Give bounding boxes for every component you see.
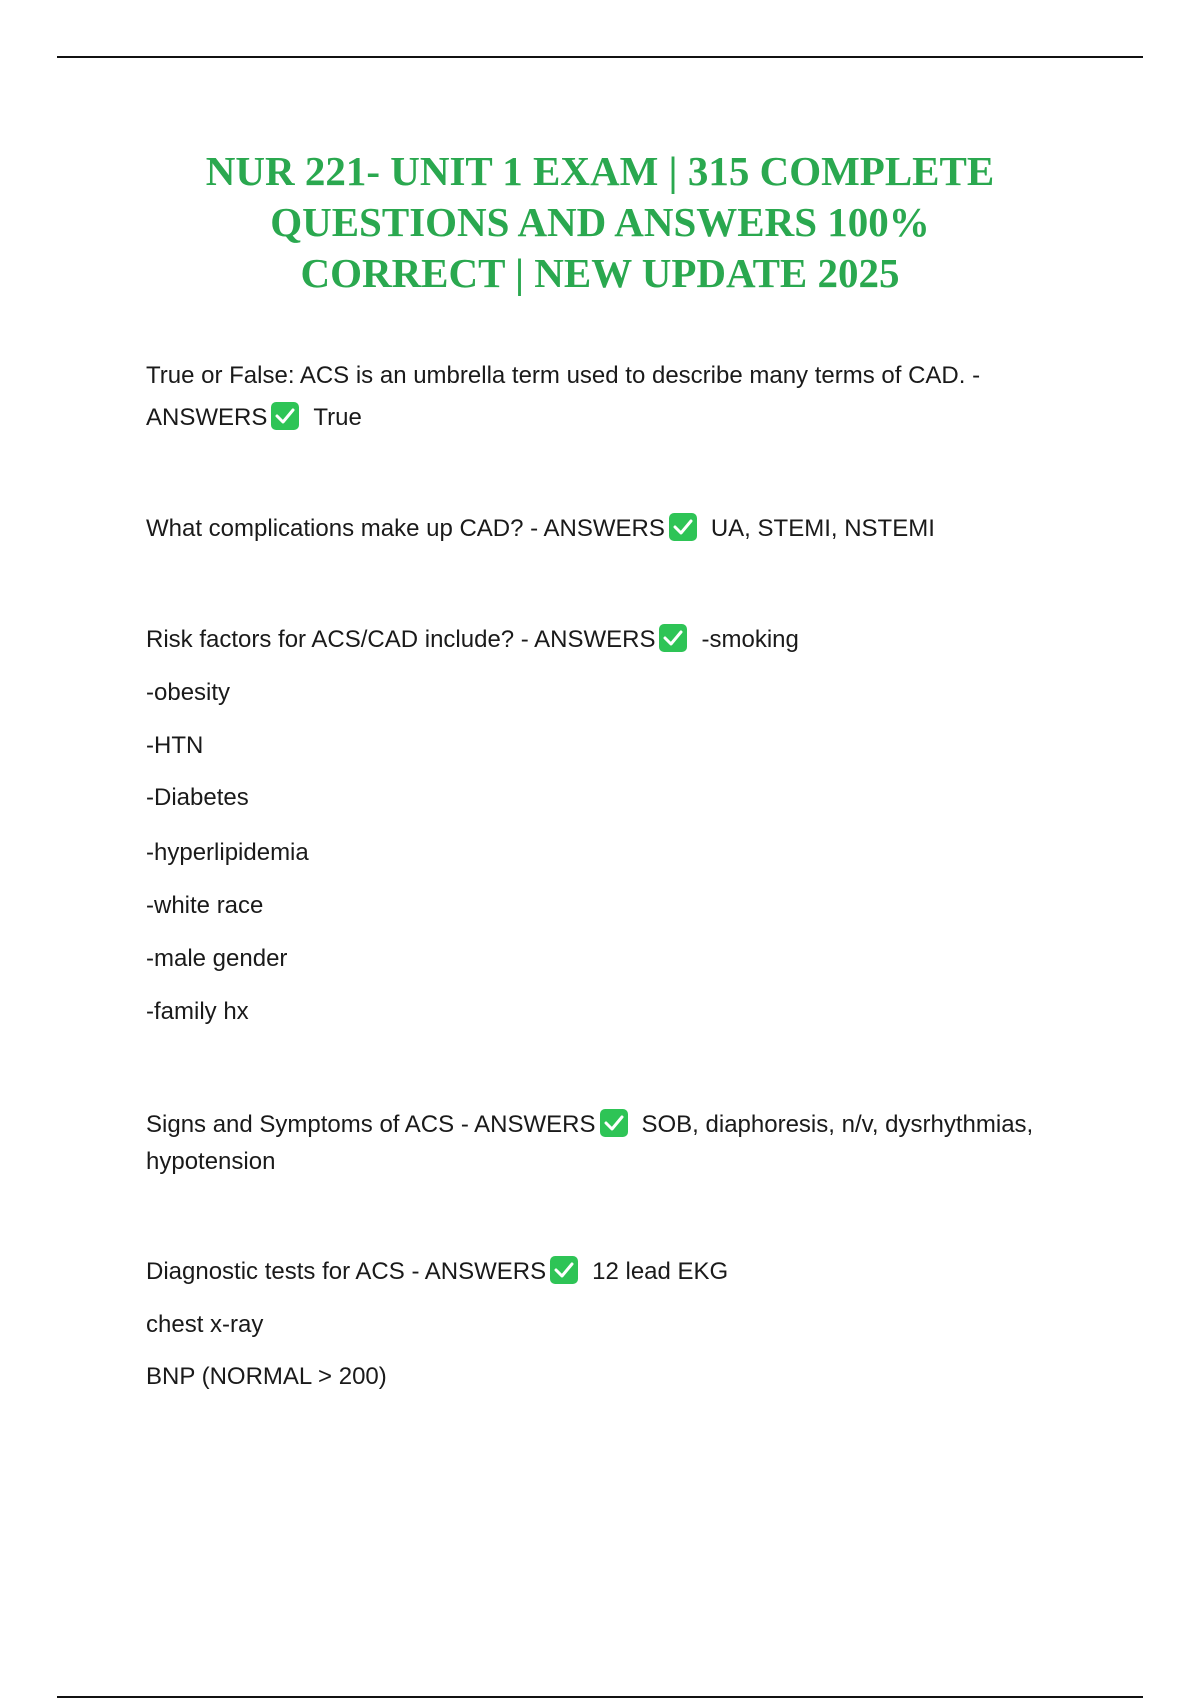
question-text: Signs and Symptoms of ACS - ANSWERS <box>146 1111 596 1138</box>
question-text: True or False: ACS is an umbrella term used to describe many terms of CAD. - <box>146 362 981 389</box>
list-item: -HTN <box>146 732 204 759</box>
list-item: -white race <box>146 892 264 919</box>
qa-item <box>146 402 362 432</box>
qa-item <box>146 1109 1033 1139</box>
answer-continuation: hypotension <box>146 1148 276 1175</box>
answer-text: SOB, diaphoresis, n/v, dysrhythmias, <box>641 1111 1034 1138</box>
list-item: BNP (NORMAL > 200) <box>146 1363 387 1390</box>
list-item: -male gender <box>146 945 288 972</box>
answer-text: 12 lead EKG <box>592 1258 729 1285</box>
document-title <box>140 146 1060 299</box>
list-item: -obesity <box>146 679 231 706</box>
check-box-icon <box>669 513 697 541</box>
top-rule <box>57 56 1143 58</box>
title-line: QUESTIONS AND ANSWERS 100% <box>270 199 930 245</box>
question-text: Risk factors for ACS/CAD include? - ANSWERS <box>146 626 656 653</box>
check-box-icon <box>600 1109 628 1137</box>
title-line: NUR 221- UNIT 1 EXAM | 315 COMPLETE <box>205 148 995 194</box>
answer-text: UA, STEMI, NSTEMI <box>710 515 935 542</box>
qa-item <box>146 1256 728 1286</box>
check-box-icon <box>659 624 687 652</box>
question-text: ANSWERS <box>146 404 268 431</box>
list-item: -family hx <box>146 998 249 1025</box>
check-box-icon <box>550 1256 578 1284</box>
qa-item <box>146 624 799 654</box>
check-box-icon <box>271 402 299 430</box>
list-item: chest x-ray <box>146 1311 264 1338</box>
list-item: -hyperlipidemia <box>146 839 309 866</box>
answer-text: True <box>313 404 362 431</box>
bottom-rule <box>57 1696 1143 1698</box>
answer-text: -smoking <box>701 626 799 653</box>
question-text: What complications make up CAD? - ANSWERS <box>146 515 665 542</box>
list-item: -Diabetes <box>146 784 249 811</box>
qa-item <box>146 513 935 543</box>
question-text: Diagnostic tests for ACS - ANSWERS <box>146 1258 547 1285</box>
title-line: CORRECT | NEW UPDATE 2025 <box>300 250 900 296</box>
